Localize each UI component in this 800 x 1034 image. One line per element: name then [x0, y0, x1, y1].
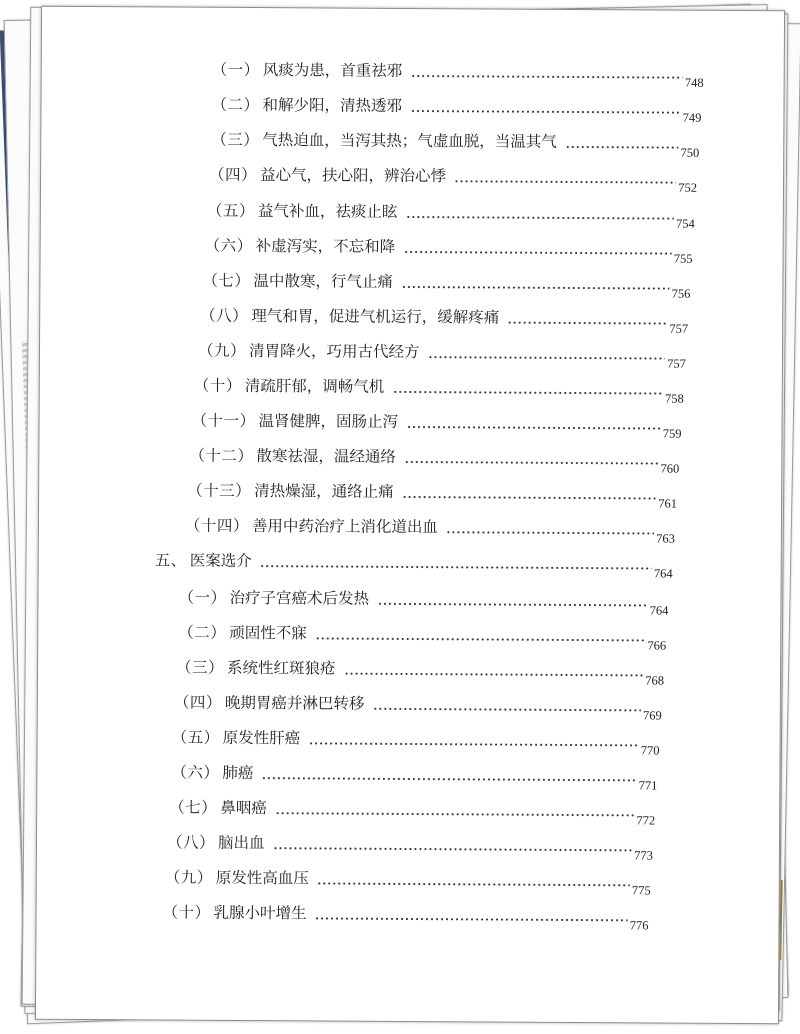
toc-entry[interactable] [184, 516, 675, 546]
toc-entry-page-number: 775 [631, 883, 651, 898]
toc-entry-marker: （九） [164, 868, 213, 887]
toc-entry-page-number: 757 [669, 321, 689, 336]
toc-entry[interactable] [176, 658, 665, 688]
toc-entry-title: 气热迫血，当泻其热；气虚血脱，当温其气 [262, 131, 557, 151]
toc-entry[interactable] [178, 588, 669, 618]
toc-entry-title: 清疏肝郁，调畅气机 [244, 376, 385, 396]
toc-entry-page-number: 748 [684, 75, 704, 90]
dot-leader [308, 741, 639, 747]
toc-entry-marker: （十一） [191, 411, 256, 431]
dot-leader [317, 881, 630, 887]
toc-entry-marker: （十） [162, 903, 211, 922]
toc-entry[interactable] [173, 693, 662, 723]
toc-entry[interactable] [166, 833, 653, 863]
toc-entry-marker: （三） [176, 658, 225, 677]
toc-entry[interactable] [193, 376, 684, 406]
toc-entry-marker: （六） [171, 763, 220, 782]
dot-leader [392, 389, 663, 395]
dot-leader [401, 284, 670, 290]
toc-entry-marker: （七） [169, 798, 218, 817]
toc-entry[interactable] [169, 798, 656, 828]
toc-entry-title: 晚期胃癌并淋巴转移 [224, 693, 365, 713]
dot-leader [315, 916, 628, 922]
toc-entry-page-number: 757 [667, 356, 686, 371]
dot-leader [403, 249, 672, 255]
toc-entry-marker: （十二） [189, 446, 254, 466]
toc-entry-marker: （五） [171, 728, 220, 747]
dot-leader [405, 214, 674, 220]
toc-entry-page-number: 760 [660, 461, 680, 476]
toc-entry-page-number: 772 [636, 813, 656, 828]
toc-entry-marker: （十三） [187, 481, 252, 501]
toc-entry[interactable] [209, 165, 698, 195]
toc-entry-title: 原发性肝癌 [222, 728, 301, 748]
dot-leader [275, 811, 635, 817]
toc-entry-page-number: 764 [653, 566, 673, 581]
dot-leader [446, 530, 654, 535]
toc-entry-marker: （八） [166, 833, 216, 852]
toc-entry[interactable] [211, 95, 702, 125]
toc-entry-marker: （四） [209, 165, 258, 185]
toc-entry-title: 脑出血 [217, 833, 265, 853]
toc-entry-title: 治疗子宫癌术后发热 [229, 588, 370, 608]
toc-entry-page-number: 764 [649, 603, 669, 618]
toc-entry-marker: （十） [193, 376, 242, 395]
toc-entry-title: 乳腺小叶增生 [213, 903, 307, 923]
toc-page [35, 6, 785, 1025]
toc-entry-page-number: 755 [673, 251, 693, 266]
toc-entry-page-number: 776 [629, 918, 649, 933]
toc-entry[interactable] [202, 271, 691, 301]
dot-leader [410, 73, 683, 79]
dot-leader [410, 108, 681, 114]
toc-entry[interactable] [204, 236, 693, 266]
toc-entry[interactable] [171, 763, 658, 793]
toc-entry[interactable] [162, 902, 649, 933]
dot-leader [260, 564, 652, 570]
toc-entry-page-number: 754 [675, 216, 695, 231]
toc-entry-title: 鼻咽癌 [220, 798, 267, 818]
dot-leader [404, 459, 659, 465]
toc-entry-title: 温肾健脾，固肠止泻 [258, 412, 399, 431]
dot-leader [565, 144, 679, 149]
dot-leader [261, 776, 636, 782]
toc-entry[interactable] [189, 446, 680, 476]
toc-entry-marker: （七） [202, 271, 251, 291]
toc-entry[interactable] [211, 130, 700, 160]
toc-entry-title: 理气和胃，促进气机运行，缓解疼痛 [251, 307, 500, 327]
toc-entry-page-number: 749 [682, 110, 702, 125]
toc-entry-marker: （二） [211, 95, 260, 115]
toc-entry-page-number: 773 [634, 848, 653, 863]
toc-entry-title: 医案选介 [189, 551, 252, 571]
toc-entry-title: 顽固性不寐 [229, 623, 307, 643]
toc-entry-marker: （一） [178, 588, 227, 607]
toc-entry-title: 散寒祛湿，温经通络 [256, 447, 396, 466]
toc-entry-title: 清热燥湿，通络止痛 [254, 482, 394, 501]
toc-entry[interactable] [211, 60, 704, 90]
toc-entry-page-number: 771 [638, 778, 658, 793]
toc-entry-title: 善用中药治疗上消化道出血 [251, 517, 439, 537]
dot-leader [344, 671, 644, 677]
toc-entry-marker: 五、 [154, 551, 187, 570]
dot-leader [427, 355, 665, 360]
dot-leader [272, 846, 632, 852]
toc-entry-marker: （五） [206, 201, 255, 221]
toc-entry[interactable] [187, 481, 678, 511]
toc-entry-title: 益心气，扶心阳，辨治心悸 [260, 166, 447, 186]
toc-entry[interactable] [178, 623, 667, 653]
toc-entry[interactable] [171, 728, 660, 758]
toc-entry-marker: （三） [211, 130, 260, 150]
toc-entry-page-number: 761 [658, 496, 678, 511]
toc-entry-page-number: 759 [662, 426, 682, 441]
dot-leader [377, 601, 648, 607]
toc-entry[interactable] [164, 868, 651, 898]
toc-entry-page-number: 766 [647, 638, 667, 653]
dot-leader [507, 320, 667, 325]
toc-entry[interactable] [191, 411, 682, 441]
dot-leader [372, 706, 641, 712]
dot-leader [402, 494, 657, 500]
toc-entry[interactable] [197, 341, 686, 371]
toc-entry-title: 益气补血，祛痰止眩 [257, 202, 398, 221]
toc-entry-page-number: 752 [678, 180, 698, 195]
toc-entry-title: 风痰为患，首重祛邪 [262, 61, 403, 80]
toc-entry-title: 系统性红斑狼疮 [227, 658, 336, 678]
toc-entry[interactable] [206, 201, 695, 231]
toc-entry-title: 和解少阳，清热透邪 [262, 96, 403, 115]
toc-entry-title: 温中散寒，行气止痛 [253, 272, 394, 291]
toc-entry-marker: （六） [204, 236, 253, 256]
toc-entry-marker: （二） [178, 623, 227, 642]
dot-leader [454, 179, 676, 184]
toc-entry-page-number: 763 [656, 531, 675, 546]
toc-entry[interactable] [154, 550, 673, 581]
toc-entry-page-number: 770 [640, 743, 660, 758]
dot-leader [406, 424, 661, 430]
toc-entry-title: 肺癌 [222, 763, 254, 783]
toc-entry-page-number: 768 [645, 673, 665, 688]
toc-entry-marker: （十四） [184, 516, 250, 536]
toc-entry-page-number: 758 [664, 391, 684, 406]
toc-entry-marker: （四） [173, 693, 222, 712]
toc-entry-title: 清胃降火，巧用古代经方 [248, 342, 420, 362]
toc-entry-marker: （一） [211, 60, 260, 80]
dot-leader [315, 636, 646, 642]
toc-entry-page-number: 769 [642, 708, 662, 723]
toc-entry-marker: （九） [197, 341, 247, 360]
toc-entry-title: 补虚泻实，不忘和降 [255, 237, 396, 256]
toc-entry-marker: （八） [200, 306, 249, 326]
toc-entry-page-number: 756 [671, 286, 691, 301]
toc-entry-page-number: 750 [680, 145, 700, 160]
toc-entry-title: 原发性高血压 [215, 868, 309, 888]
toc-entry[interactable] [200, 306, 689, 336]
